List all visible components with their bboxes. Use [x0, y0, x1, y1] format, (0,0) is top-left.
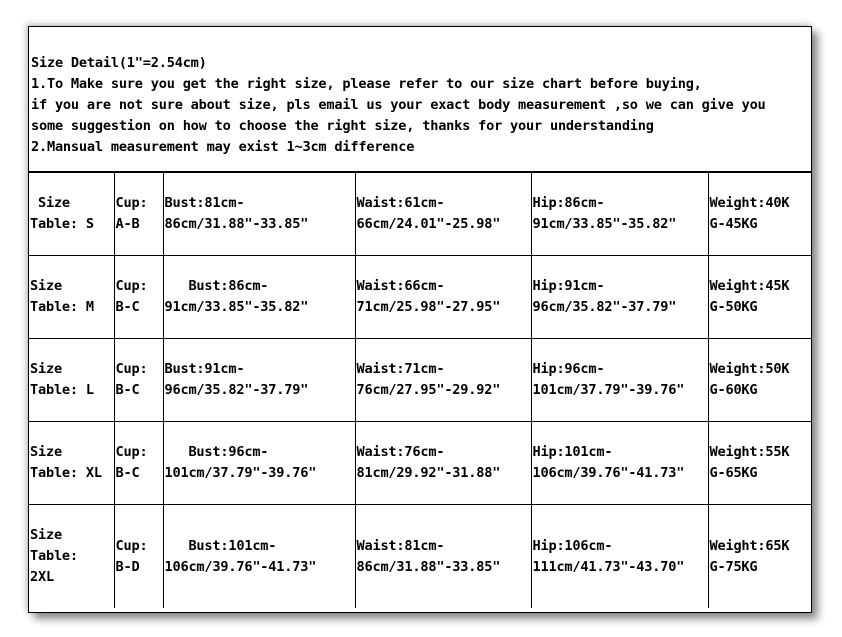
header-note-1: 1.To Make sure you get the right size, please refer to our size chart before buying, — [31, 76, 702, 92]
hip-cell: Hip:101cm- 106cm/39.76"-41.73" — [531, 422, 708, 505]
table-row — [29, 505, 811, 609]
bust-cell: Bust:96cm- 101cm/37.79"-39.76" — [163, 422, 355, 505]
size-cell: Size Table: 2XL — [29, 505, 114, 609]
size-cell: Size Table: M — [29, 256, 114, 339]
header-note-3: some suggestion on how to choose the right size, thanks for your understanding — [31, 118, 654, 134]
size-detail-header — [29, 27, 811, 172]
waist-cell: Waist:66cm- 71cm/25.98"-27.95" — [355, 256, 531, 339]
size-cell: Size Table: XL — [29, 422, 114, 505]
bust-cell: Bust:101cm- 106cm/39.76"-41.73" — [163, 505, 355, 609]
bust-cell: Bust:91cm- 96cm/35.82"-37.79" — [163, 339, 355, 422]
size-cell: Size Table: S — [29, 173, 114, 256]
waist-cell: Waist:76cm- 81cm/29.92"-31.88" — [355, 422, 531, 505]
table-row — [29, 422, 811, 505]
bust-cell: Bust:86cm- 91cm/33.85"-35.82" — [163, 256, 355, 339]
weight-cell: Weight:40K G-45KG — [708, 173, 811, 256]
cup-cell: Cup: B-C — [114, 256, 163, 339]
waist-cell: Waist:61cm- 66cm/24.01"-25.98" — [355, 173, 531, 256]
hip-cell: Hip:96cm- 101cm/37.79"-39.76" — [531, 339, 708, 422]
bust-cell: Bust:81cm- 86cm/31.88"-33.85" — [163, 173, 355, 256]
table-row — [29, 173, 811, 256]
hip-cell: Hip:106cm- 111cm/41.73"-43.70" — [531, 505, 708, 609]
header-title: Size Detail(1"=2.54cm) — [31, 55, 207, 71]
waist-cell: Waist:81cm- 86cm/31.88"-33.85" — [355, 505, 531, 609]
header-note-2: if you are not sure about size, pls email us your exact body measurement ,so we can give you — [31, 97, 766, 113]
header-note-4: 2.Mansual measurement may exist 1~3cm difference — [31, 139, 415, 155]
size-cell: Size Table: L — [29, 339, 114, 422]
cup-cell: Cup: B-C — [114, 422, 163, 505]
weight-cell: Weight:50K G-60KG — [708, 339, 811, 422]
table-row — [29, 256, 811, 339]
table-row — [29, 339, 811, 422]
weight-cell: Weight:55K G-65KG — [708, 422, 811, 505]
hip-cell: Hip:91cm- 96cm/35.82"-37.79" — [531, 256, 708, 339]
weight-cell: Weight:65K G-75KG — [708, 505, 811, 609]
cup-cell: Cup: B-C — [114, 339, 163, 422]
cup-cell: Cup: A-B — [114, 173, 163, 256]
hip-cell: Hip:86cm- 91cm/33.85"-35.82" — [531, 173, 708, 256]
weight-cell: Weight:45K G-50KG — [708, 256, 811, 339]
cup-cell: Cup: B-D — [114, 505, 163, 609]
size-chart-frame — [28, 26, 812, 613]
waist-cell: Waist:71cm- 76cm/27.95"-29.92" — [355, 339, 531, 422]
size-table — [29, 172, 811, 608]
